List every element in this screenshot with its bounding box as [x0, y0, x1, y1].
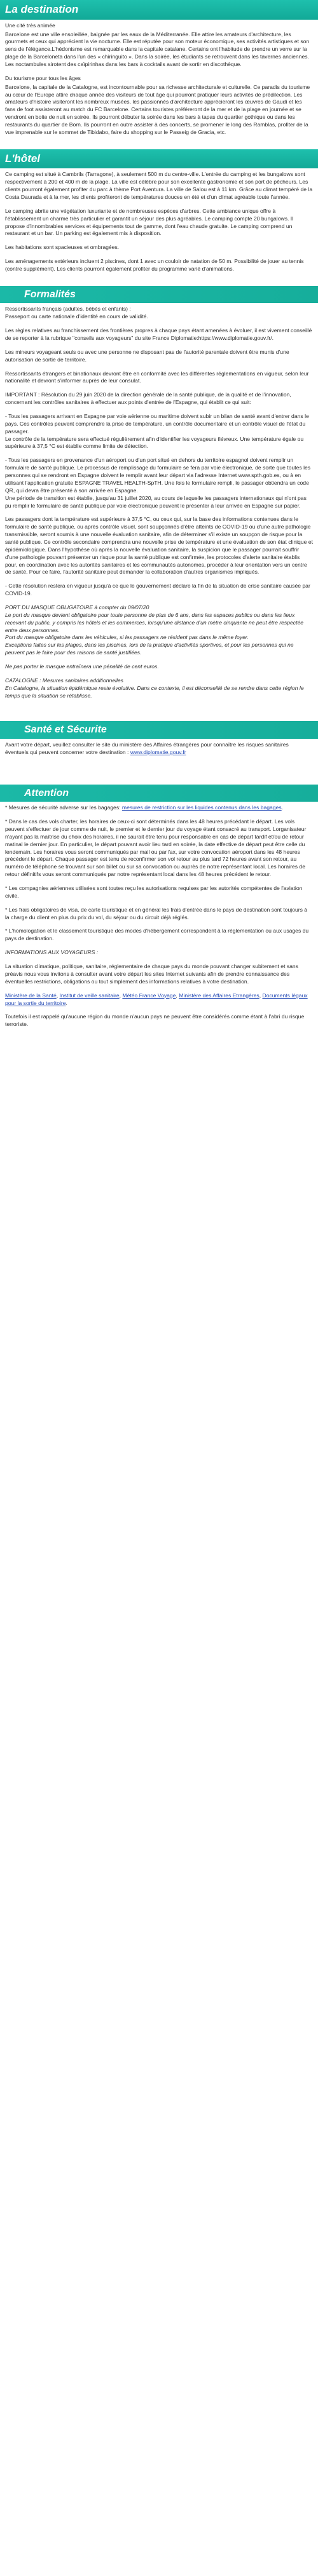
sante-paragraph [5, 741, 313, 757]
link-meteo-france[interactable]: Météo France Voyage [122, 992, 176, 999]
formalites-paragraph-12: CATALOGNE : Mesures sanitaires additionnelles En Catalogne, la situation épidémique reste évolutive. Dans ce contexte, il est déconseillé de se rendre dans cette région le temps que la situation se rétablisse. [5, 677, 304, 699]
sante-text: Avant votre départ, veuillez consulter le site du ministère des Affaires étrangères pour connaître les risques sanitaires éventuels qui peuvent concerner votre destination : [5, 741, 289, 755]
link-documents-legaux[interactable]: Documents légaux pour la sortie du territoire [5, 992, 308, 1006]
destination-subtitle: Une cité très animée [5, 22, 55, 29]
destination-content [0, 20, 318, 149]
liquids-restriction-link[interactable]: mesures de restriction sur les liquides contenus dans les bagages [121, 804, 282, 811]
hotel-content [0, 168, 318, 285]
formalites-paragraph-8: Les passagers dont la température est supérieure à 37,5 °C, ou ceux qui, sur la base des informations contenues dans le formulaire de santé publique, ou après contrôle visuel, sont soupçonnés d'être atteints de COVID-19 ou d'une autre pathologie transmissible, seront soumis à une nouvelle évaluation sanitaire, afin de déterminer s'il existe un soupçon de risque pour la santé publique. Ce contrôle secondaire comprendra une nouvelle prise de température et une évaluation de son état clinique et épidémiologique. Dans l'hypothèse où après la nouvelle évaluation sanitaire, la suspicion que le passager pourrait souffrir d'une pathologie pouvant présenter un risque pour la santé publique est confirmée, les protocoles d'alerte sanitaire établis pour, en coordination avec les autorités sanitaires et les communautés autonomes, procéder à leur orientation vers un centre de santé. Pour ce faire, l'autorité sanitaire peut demander la collaboration d'autres organismes impliqués. [5, 516, 313, 576]
formalites-paragraph-2: Les règles relatives au franchissement des frontières propres à chaque pays étant amenées à évoluer, il est vivement conseillé de se reporter à la rubrique "conseils aux voyageurs" du site France Diplomatie:https://www.diplomatie.gouv.fr/. [5, 327, 312, 342]
info-links: Ministère de la Santé, Institut de veille sanitaire, Météo France Voyage, Ministère des Affaires Etrangères, Documents légaux pour la sortie du territoire. [5, 992, 308, 1006]
info-voyageurs-heading: INFORMATIONS AUX VOYAGEURS : [5, 949, 99, 956]
section-heading-formalites: Formalités [0, 286, 318, 304]
attention-note-3: * Les compagnies aériennes utilisées sont toutes reçu les autorisations requises par les autorités compétentes de l'aviation civile. [5, 885, 303, 899]
formalites-paragraph: Ressortissants français (adultes, bébés et enfants) : Passeport ou carte nationale d'identité en cours de validité. [5, 306, 148, 320]
section-heading-destination: La destination [0, 0, 318, 20]
attention-note-5: * L'homologation et le classement touristique des modes d'hébergement correspondent à la réglementation ou aux usages du pays de destination. [5, 927, 309, 942]
diplomatie-link[interactable]: www.diplomatie.gouv.fr [130, 748, 186, 755]
section-heading-attention: Attention [0, 785, 318, 802]
formalites-paragraph-7: - Tous les passagers en provenance d'un aéroport ou d'un port situé en dehors du territoire espagnol doivent remplir un formulaire de santé publique. Le processus de remplissage du formulaire se fera par voie électronique, de sorte que toutes les personnes qui se rendront en Espagne doivent le remplir avant leur départ via l'adresse Internet www.spth.gob.es, ou à en utilisant l'application gratuite ESPAGNE TRAVEL HEALTH-SpTH. Une fois le formulaire rempli, le passager obtiendra un code QR, qui devra être présenté à son arrivée en Espagne. Une période de transition est établie, jusqu'au 31 juillet 2020, au cours de laquelle les passagers internationaux qui n'ont pas pu remplir le formulaire de santé publique par voie électronique peuvent le présenter à leur arrivée en Espagne sur papier. [5, 457, 311, 509]
section-spacer-2 [0, 769, 318, 785]
attention-note-4: * Les frais obligatoires de visa, de carte touristique et en général les frais d'entrée dans le pays de destination sont toujours à la charge du client en plus du prix du vol, du séjour ou du circuit déjà réglés. [5, 906, 308, 920]
formalites-paragraph-11: Ne pas porter le masque entraînera une pénalité de cent euros. [5, 663, 159, 670]
attention-note-2: * Dans le cas des vols charter, les horaires de ceux-ci sont déterminés dans les 48 heures précédant le départ. Les vols peuvent s'effectuer de jour comme de nuit, le premier et le dernier jour du voyage étant consacré au transport. Lorganisateur n'ayant pas la maîtrise du choix des horaires, il ne saurait être tenu pour responsable en cas de départ tardif et/ou de retour matinal le dernier jour. En particulier, le départ pouvant avoir lieu tard en soirée, la date effective de départ peut être celle du lendemain. Les horaires vous seront communiqués par mail ou par fax, sur votre convocation aéroport dans les 48 heures précédent le départ. Chaque passager est tenu de reconfirmer son vol retour au plus tard 72 heures avant son retour, au numéro de téléphone se trouvant sur son billet ou sur sa convocation ou auprès de notre représentant local. Les horaires de retour définitifs vous seront communiqués par notre représentant local dans les 48 heures précédent le retour. [5, 818, 307, 878]
destination-paragraph-2: Barcelone, la capitale de la Catalogne, est incontournable pour sa richesse architecturale et culturelle. Ce paradis du tourisme au cœur de l'Europe attire chaque année des visiteurs de tout âge qui pourront pratiquer leurs activités de prédilection. Les amateurs d'histoire visiteront les nombreux musées, les passionnés d'architecture apprécieront les œuvres de Gaudí et les fans de foot assisteront au match du FC Barcelone. Certains touristes préféreront de la mer et de la plage en journée et se vendront en boite de nuit en soirée. Ils pourront débuter la soirée dans les bars à tapas du quartier gothique ou dans les restaurants du quartier de Born. Ils pourront en outre assister à des concerts, se promener le long des Ramblas, profiter de la vue imprenable sur le sommet de Tibidabo, faire du shopping sur le Passeig de Gracia, etc. [5, 83, 310, 135]
formalites-paragraph-6: - Tous les passagers arrivant en Espagne par voie aérienne ou maritime doivent subir un bilan de santé avant d'entrer dans le pays. Ces contrôles peuvent comprendre la prise de température, un contrôle documentaire et un contrôle visuel de l'état du passager. Le contrôle de la température sera effectué régulièrement afin d'identifier les voyageurs fiévreux. Une température égale ou supérieure à 37,5 °C est établie comme limite de détection. [5, 413, 309, 450]
info-voyageurs-paragraph: La situation climatique, politique, sanitaire, réglementaire de chaque pays du monde pouvant changer subitement et sans préavis nous vous invitons à consulter avant votre départ les sites Internet suivants afin de prendre connaissance des éventuelles restrictions, obligations ou tout simplement des informations relatives à votre destination. [5, 963, 299, 985]
destination-subtitle-2: Du tourisme pour tous les âges [5, 74, 81, 81]
formalites-paragraph-9: - Cette résolution restera en vigueur jusqu'à ce que le gouvernement déclare la fin de la situation de crise sanitaire causée par COVID-19. [5, 583, 310, 597]
section-heading-hotel: L'hôtel [0, 149, 318, 169]
attention-content [0, 802, 318, 1041]
destination-paragraph: Barcelone est une ville ensoleillée, baignée par les eaux de la Méditerranée. Elle attire les amateurs d'architecture, les gourmets et ceux qui apprécient la vie nocturne. Elle est réputée pour son moteur économique, ses activités artistiques et son sens de l'élégance.L'hédonisme est remarquable dans la capitale catalane. Certains ont l'habitude de prendre un verre sur la plage de la Barceloneta dans l'un des « chiringuito ». Dans la soirée, les étudiants se retrouvent dans les tavernes anciennes. Les noctambules sirotent des caïpirinhas dans les bars à cocktails avant de sortir en discothèque. [5, 30, 310, 67]
hotel-paragraph: Ce camping est situé à Cambrils (Tarragone), à seulement 500 m du centre-ville. L'entrée du camping et les bungalows sont respectivement à 200 et 400 m de la plage. La ville est célèbre pour son excellente gastronomie et son port de pêcheurs. Les clients pourront également profiter du parc à thème Port Aventura. La ville de Salou est à 11 km. Grâce au climat tempéré de la Costa Daurada et à la mer, les clients profiteront de températures douces en été et d'un climat agréable toute l'année. [5, 171, 313, 200]
hotel-paragraph-4: Les aménagements extérieurs incluent 2 piscines, dont 1 avec un couloir de natation de 50 m. Possibilité de jouer au tennis (contre supplément). Les clients pourront également profiter du programme varié d'animations. [5, 258, 304, 272]
link-affaires-etrangeres[interactable]: Ministère des Affaires Etrangères [179, 992, 259, 999]
formalites-paragraph-5: IMPORTANT : Résolution du 29 juin 2020 de la direction générale de la santé publique, de la qualité et de l'innovation, concernant les contrôles sanitaires à effectuer aux points d'entrée de l'Espagne, qui établit ce qui suit: [5, 391, 291, 406]
section-spacer [0, 712, 318, 721]
sante-content [0, 739, 318, 769]
attention-final: Toutefois il est rappelé qu'aucune région du monde n'aucun pays ne peuvent être considérés comme étant à l'abri du risque terroriste. [5, 1013, 305, 1028]
section-heading-sante: Santé et Sécurite [0, 721, 318, 739]
formalites-paragraph-3: Les mineurs voyageant seuls ou avec une personne ne disposant pas de l'autorité parentale doivent être munis d'une autorisation de sortie de territoire. [5, 348, 289, 363]
hotel-paragraph-3: Les habitations sont spacieuses et ombragées. [5, 244, 120, 251]
attention-note-1-end: . [281, 804, 284, 811]
link-veille-sanitaire[interactable]: Institut de veille sanitaire [59, 992, 120, 999]
formalites-content [0, 303, 318, 712]
attention-note-1-text: * Mesures de sécurité adverse sur les bagages: [5, 804, 122, 811]
link-ministere-sante[interactable]: Ministère de la Santé [5, 992, 57, 999]
formalites-paragraph-10: PORT DU MASQUE OBLIGATOIRE à compter du 09/07/20 Le port du masque devient obligatoire pour toute personne de plus de 6 ans, dans les espaces publics ou dans les lieux recevant du public, y compris les hôtels et les commerces, lorsqu'une distance d'un mètre cinquante ne peut être respectée entre deux personnes. Port du masque obligatoire dans les véhicules, si les passagers ne résident pas dans le même foyer. Exceptions faites sur les plages, dans les piscines, lors de la pratique d'activités sportives, et pour les personnes qui ne peuvent pas le faire pour des raisons de santé justifiées. [5, 604, 304, 656]
attention-note-1 [5, 804, 313, 812]
formalites-paragraph-4: Ressortissants étrangers et binationaux devront être en conformité avec les différentes réglementations en vigueur, selon leur nationalité et devront s'informer auprès de leur consulat. [5, 370, 309, 384]
hotel-paragraph-2: Le camping abrite une végétation luxuriante et de nombreuses espèces d'arbres. Cette ambiance unique offre à l'établissement un charme très particulier et garantit un séjour des plus agréables. Le camping compte 20 bungalows. Il propose d'innombrables services et équipements tout de gamme, dont l'eau chaude gratuite. Le camping comprend un restaurant et un bar. Un parking est également mis à disposition. [5, 207, 294, 237]
